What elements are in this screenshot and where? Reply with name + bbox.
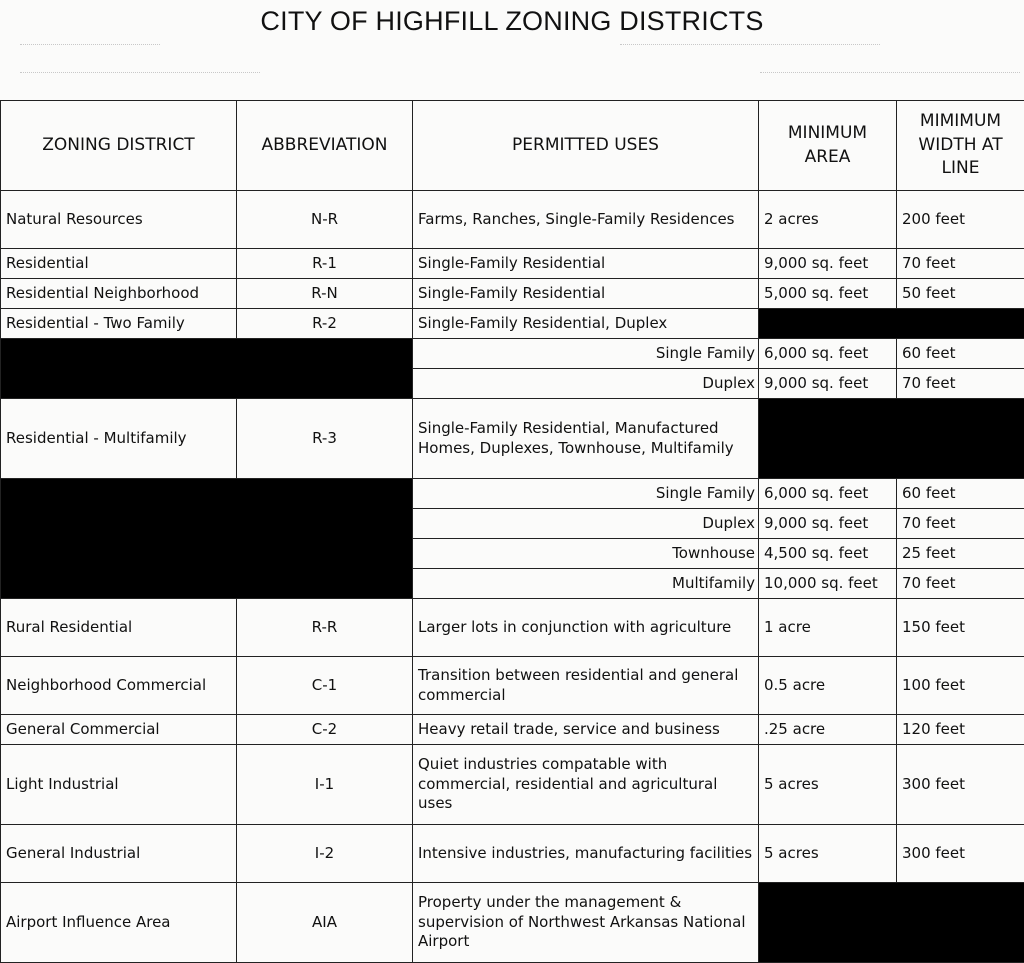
redacted-block [759, 399, 1024, 479]
uses-cell: Larger lots in conjunction with agriculture [413, 599, 759, 657]
sub-use-cell: Duplex [413, 509, 759, 539]
district-cell: Residential - Two Family [1, 309, 237, 339]
table-row [1, 883, 1024, 963]
table-row [1, 279, 1024, 309]
table-row [1, 715, 1024, 745]
uses-cell: Single-Family Residential, Duplex [413, 309, 759, 339]
abbreviation-cell: AIA [237, 883, 413, 963]
width-cell: 70 feet [897, 569, 1024, 599]
area-cell: 2 acres [759, 191, 897, 249]
district-cell: Residential [1, 249, 237, 279]
width-cell: 200 feet [897, 191, 1024, 249]
table-row [1, 599, 1024, 657]
area-cell: 1 acre [759, 599, 897, 657]
redacted-block [1, 479, 413, 599]
area-cell: 9,000 sq. feet [759, 369, 897, 399]
scan-noise [20, 72, 260, 74]
area-cell: 9,000 sq. feet [759, 509, 897, 539]
header-abbreviation: ABBREVIATION [237, 101, 413, 191]
width-cell: 70 feet [897, 509, 1024, 539]
width-cell: 300 feet [897, 825, 1024, 883]
scan-noise [20, 44, 160, 46]
header-permitted-uses: PERMITTED USES [413, 101, 759, 191]
uses-cell: Single-Family Residential, Manufactured Homes, Duplexes, Townhouse, Multifamily [413, 399, 759, 479]
sub-use-cell: Single Family [413, 339, 759, 369]
table-row [1, 339, 1024, 369]
area-cell: 10,000 sq. feet [759, 569, 897, 599]
abbreviation-cell: I-2 [237, 825, 413, 883]
district-cell: Airport Influence Area [1, 883, 237, 963]
district-cell: General Industrial [1, 825, 237, 883]
header-minimum-area: MINIMUM AREA [759, 101, 897, 191]
abbreviation-cell: N-R [237, 191, 413, 249]
redacted-block [759, 883, 1024, 963]
page-title: CITY OF HIGHFILL ZONING DISTRICTS [0, 6, 1024, 37]
district-cell: Natural Resources [1, 191, 237, 249]
table-header-row [1, 101, 1024, 191]
uses-cell: Single-Family Residential [413, 279, 759, 309]
scan-noise [620, 44, 880, 46]
width-cell: 25 feet [897, 539, 1024, 569]
uses-cell: Single-Family Residential [413, 249, 759, 279]
area-cell: 6,000 sq. feet [759, 479, 897, 509]
header-minimum-width: MIMIMUM WIDTH AT LINE [897, 101, 1024, 191]
table-row [1, 825, 1024, 883]
district-cell: General Commercial [1, 715, 237, 745]
area-cell: 9,000 sq. feet [759, 249, 897, 279]
width-cell: 100 feet [897, 657, 1024, 715]
width-cell: 300 feet [897, 745, 1024, 825]
sub-use-cell: Multifamily [413, 569, 759, 599]
sub-use-cell: Single Family [413, 479, 759, 509]
district-cell: Rural Residential [1, 599, 237, 657]
table-row [1, 479, 1024, 509]
uses-cell: Quiet industries compatable with commercial, residential and agricultural uses [413, 745, 759, 825]
uses-cell: Intensive industries, manufacturing facilities [413, 825, 759, 883]
width-cell: 150 feet [897, 599, 1024, 657]
width-cell: 120 feet [897, 715, 1024, 745]
width-cell: 60 feet [897, 339, 1024, 369]
area-cell: .25 acre [759, 715, 897, 745]
district-cell: Light Industrial [1, 745, 237, 825]
abbreviation-cell: C-1 [237, 657, 413, 715]
uses-cell: Farms, Ranches, Single-Family Residences [413, 191, 759, 249]
abbreviation-cell: R-R [237, 599, 413, 657]
width-cell: 70 feet [897, 369, 1024, 399]
table-row [1, 309, 1024, 339]
scan-noise [760, 72, 1020, 74]
table-row [1, 191, 1024, 249]
area-cell: 4,500 sq. feet [759, 539, 897, 569]
sub-use-cell: Townhouse [413, 539, 759, 569]
abbreviation-cell: C-2 [237, 715, 413, 745]
header-zoning-district: ZONING DISTRICT [1, 101, 237, 191]
district-cell: Neighborhood Commercial [1, 657, 237, 715]
area-cell: 0.5 acre [759, 657, 897, 715]
table-row [1, 657, 1024, 715]
district-cell: Residential - Multifamily [1, 399, 237, 479]
area-cell: 5,000 sq. feet [759, 279, 897, 309]
abbreviation-cell: I-1 [237, 745, 413, 825]
abbreviation-cell: R-1 [237, 249, 413, 279]
abbreviation-cell: R-3 [237, 399, 413, 479]
table-row [1, 745, 1024, 825]
area-cell: 5 acres [759, 745, 897, 825]
abbreviation-cell: R-N [237, 279, 413, 309]
uses-cell: Property under the management & supervision of Northwest Arkansas National Airport [413, 883, 759, 963]
area-cell: 6,000 sq. feet [759, 339, 897, 369]
uses-cell: Transition between residential and general commercial [413, 657, 759, 715]
uses-cell: Heavy retail trade, service and business [413, 715, 759, 745]
abbreviation-cell: R-2 [237, 309, 413, 339]
table-row [1, 249, 1024, 279]
width-cell: 60 feet [897, 479, 1024, 509]
width-cell: 50 feet [897, 279, 1024, 309]
district-cell: Residential Neighborhood [1, 279, 237, 309]
sub-use-cell: Duplex [413, 369, 759, 399]
redacted-block [1, 339, 413, 399]
table-row [1, 399, 1024, 479]
redacted-block [759, 309, 1024, 339]
area-cell: 5 acres [759, 825, 897, 883]
zoning-table [0, 100, 1024, 963]
width-cell: 70 feet [897, 249, 1024, 279]
